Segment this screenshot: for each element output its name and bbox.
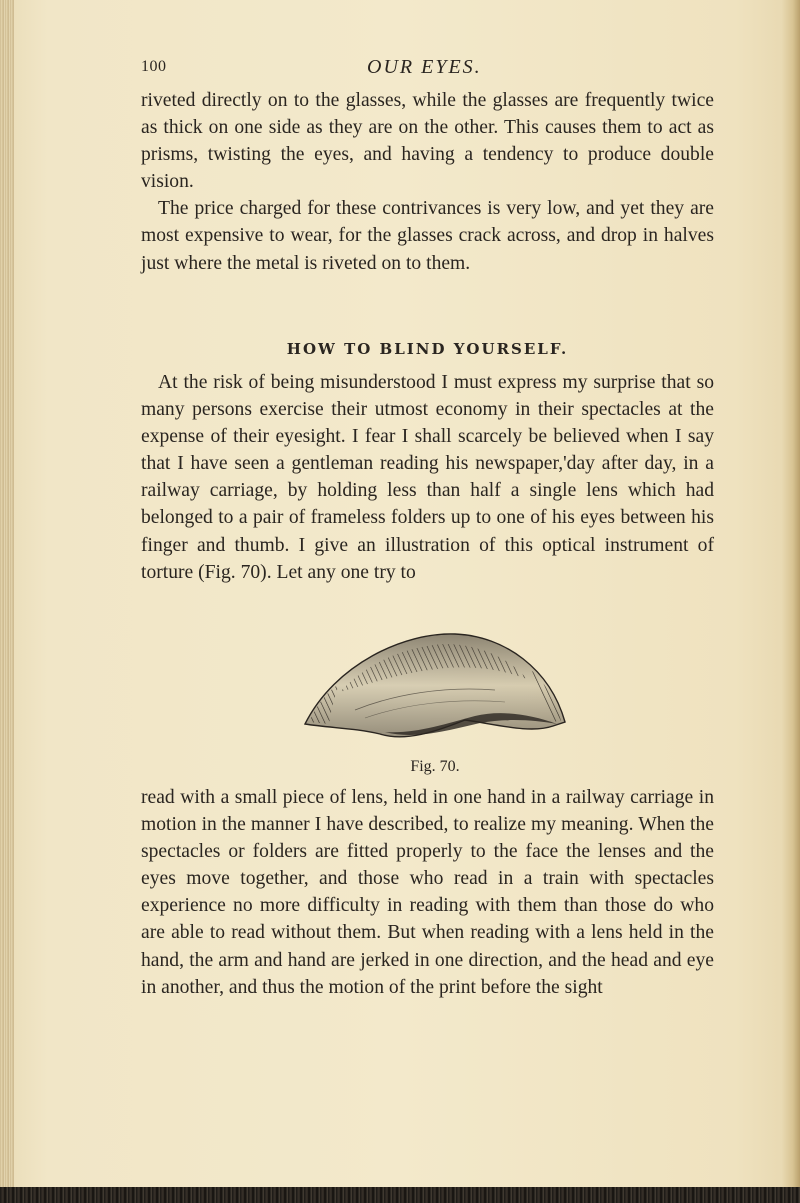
paragraph: At the risk of being misunderstood I must express my surprise that so many persons exercise their utmost economy in their spectacles at the expense of their eyesight. I fear I shall scarcely be believed when I say that I have seen a gentleman reading his newspaper,'day after day, in a railway carriage, by holding less than half a single lens which had belonged to a pair of frameless folders up to one of his eyes between his finger and thumb. I give an illustration of this optical instrument of torture (Fig. 70). Let any one try to <box>141 372 714 583</box>
figure-70 <box>295 624 575 775</box>
page-bottom-edge <box>0 1187 800 1203</box>
page-right-edge <box>782 0 800 1203</box>
paragraph: The price charged for these contrivances is very low, and yet they are most expensive to wear, for the glasses crack across, and drop in halves just where the metal is riveted on to them. <box>141 198 714 274</box>
page-number: 100 <box>141 58 167 75</box>
running-head <box>141 58 701 84</box>
figure-caption: Fig. 70. <box>410 758 460 775</box>
paragraph: riveted directly on to the glasses, while the glasses are frequently twice as thick on one side as they are on the other. This causes them to act as prisms, twisting the eyes, and having a tendency to produce double vision. <box>141 90 714 193</box>
text-block-middle <box>141 369 714 586</box>
page-left-edge <box>0 0 14 1203</box>
text-block-bottom <box>141 784 714 1001</box>
paragraph: read with a small piece of lens, held in one hand in a railway carriage in motion in the manner I have described, to realize my meaning. When the spectacles or folders are fitted properly to the face the lenses and the eyes move together, and those who read in a train with spectacles experience no more difficulty in reading with them than those do who are able to read without them. But when reading with a lens held in the hand, the arm and hand are jerked in one direction, and the head and eye in another, and thus the motion of the print before the sight <box>141 787 714 998</box>
half-lens-illustration-icon <box>295 624 575 744</box>
text-block-top <box>141 87 714 277</box>
running-title: OUR EYES. <box>367 56 482 78</box>
section-heading: HOW TO BLIND YOURSELF. <box>286 340 569 358</box>
